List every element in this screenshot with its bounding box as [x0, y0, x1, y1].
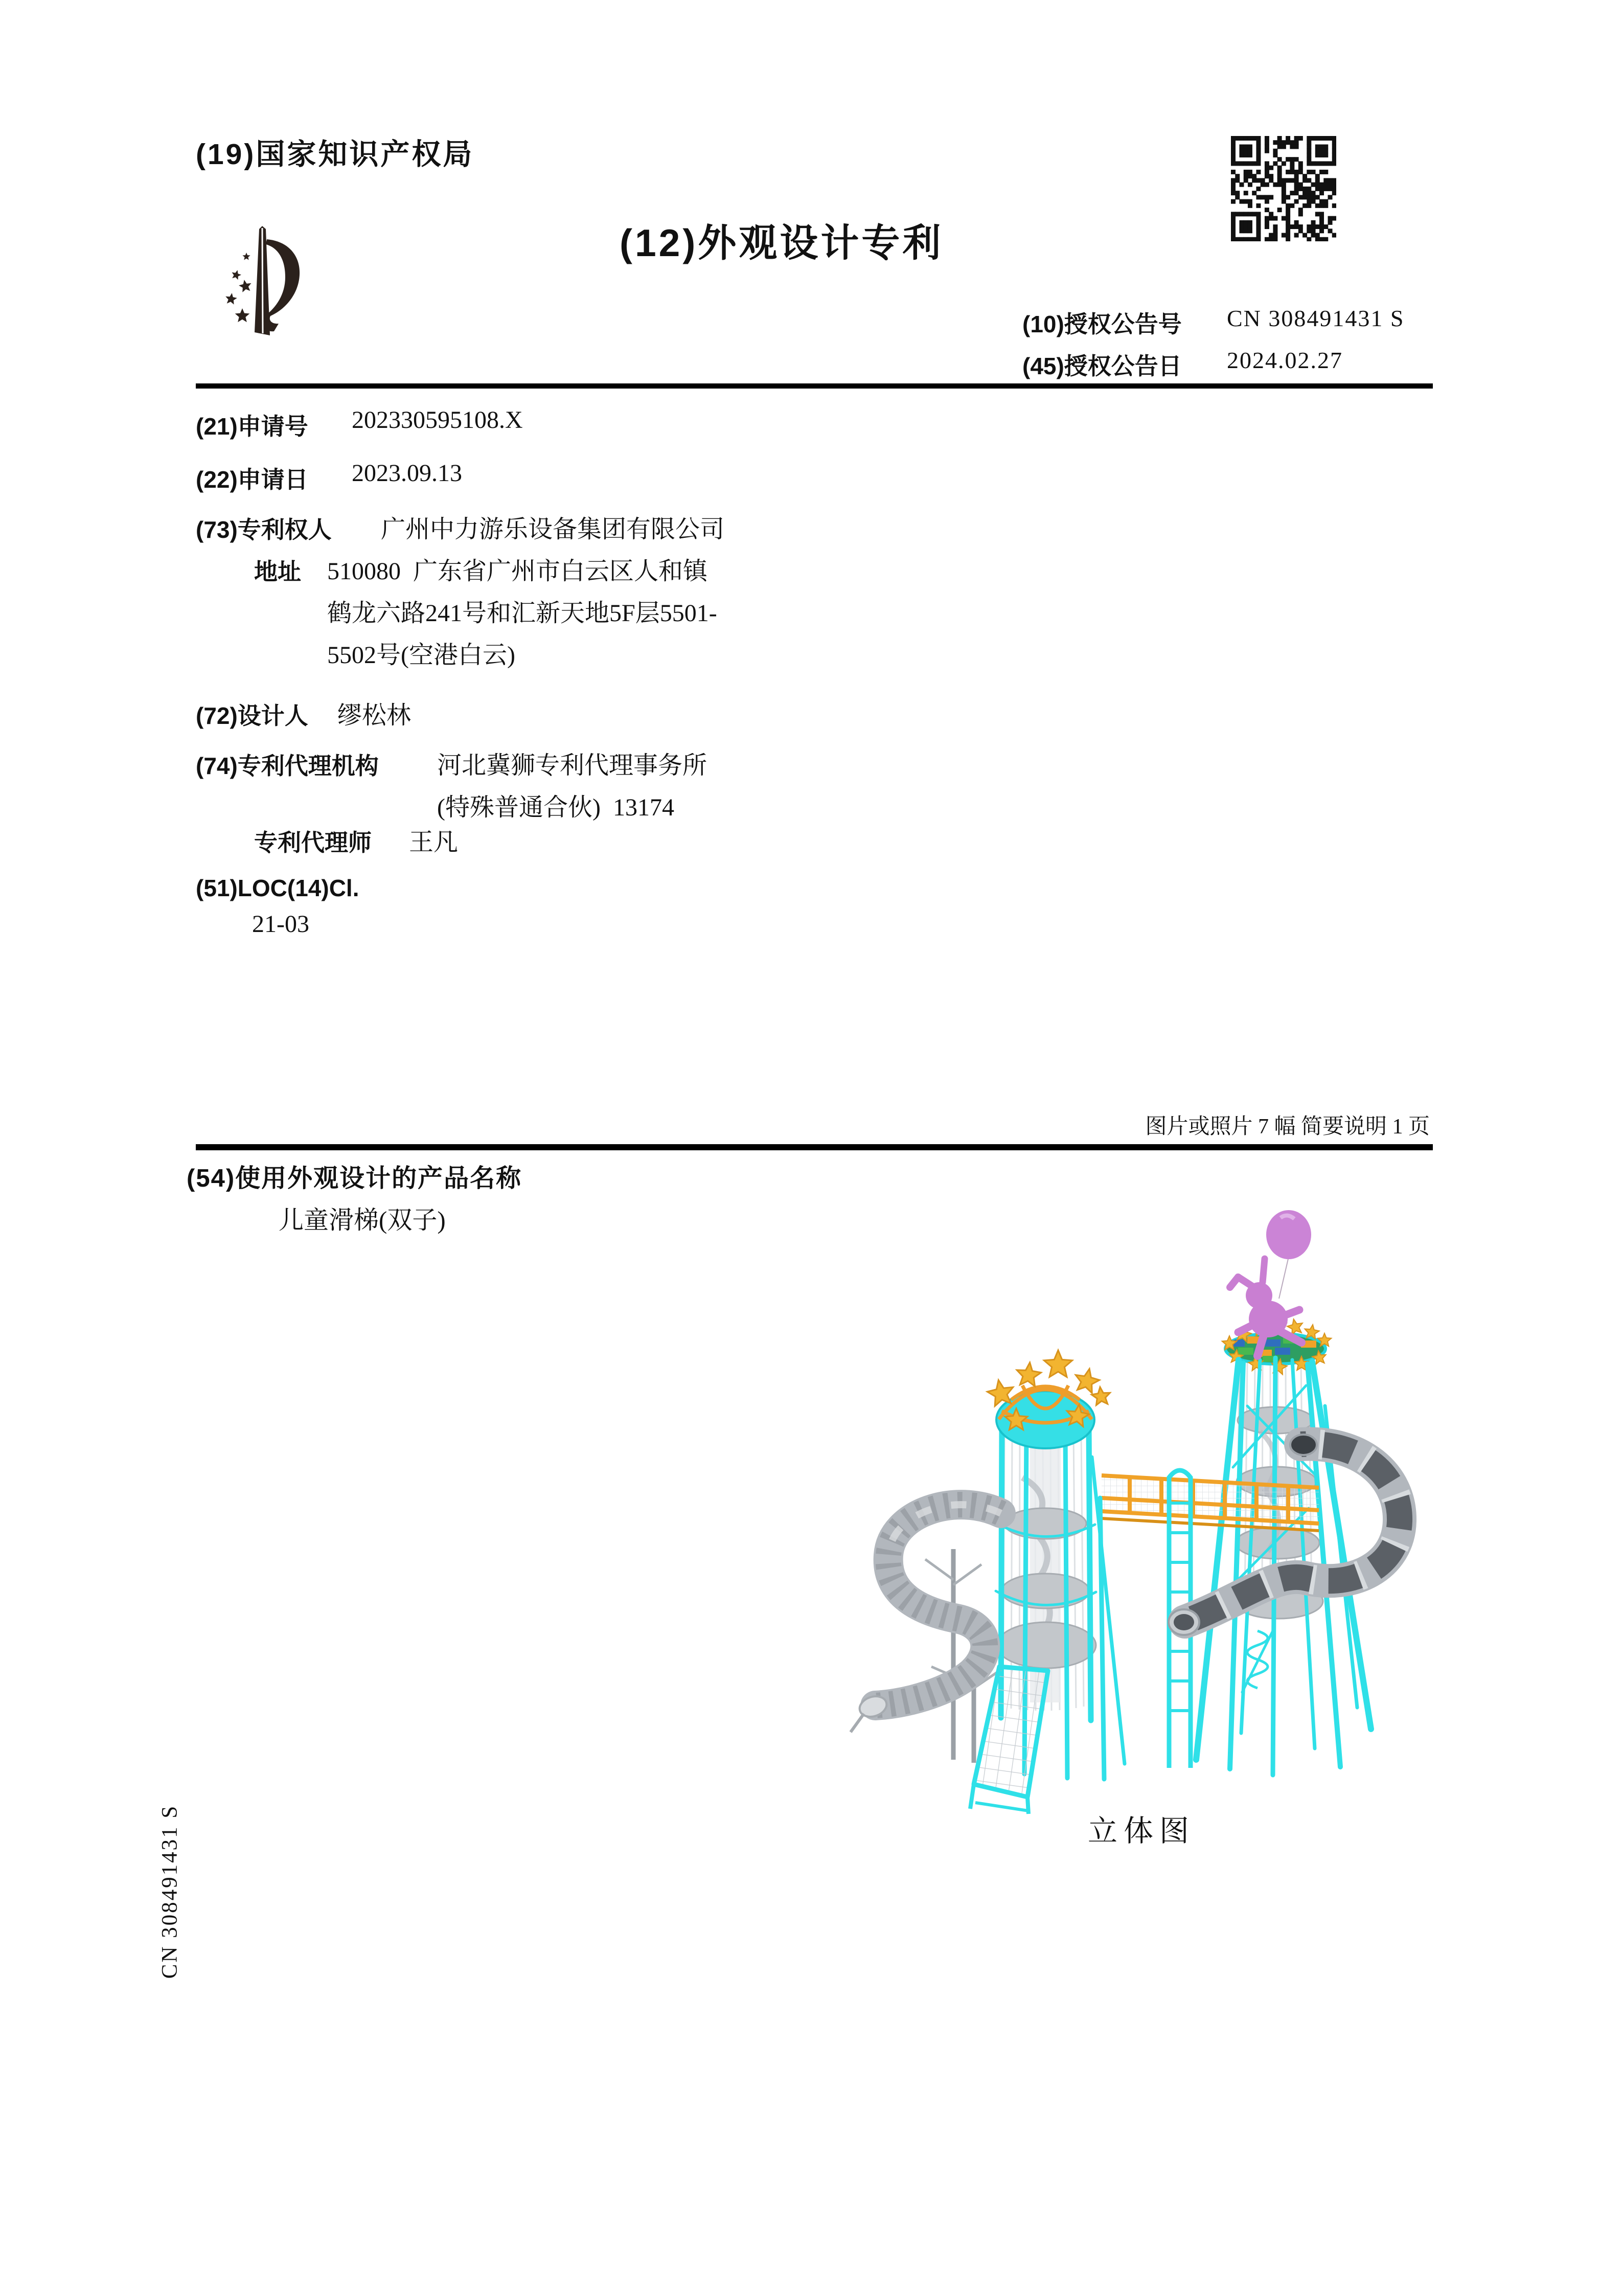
balloon	[1266, 1210, 1311, 1299]
product-name-value: 儿童滑梯(双子)	[279, 1206, 446, 1234]
patentee-value: 广州中力游乐设备集团有限公司	[381, 516, 725, 543]
application-date-label: (22)申请日	[196, 466, 308, 493]
publication-date-row	[1022, 348, 1182, 381]
agency-label: (74)专利代理机构	[196, 753, 379, 779]
loc-classification-label: (51)LOC(14)Cl.	[196, 875, 359, 901]
climbing-net	[970, 1667, 1048, 1814]
application-date-value: 2023.09.13	[352, 460, 462, 487]
sidebar-doc-number: CN 308491431 S	[157, 1804, 182, 1979]
header-divider	[196, 383, 1433, 389]
logo-star	[225, 293, 237, 305]
agent-label: 专利代理师	[254, 829, 372, 856]
figures-pages-notice: 图片或照片 7 幅 简要说明 1 页	[1145, 1115, 1430, 1139]
figure-caption: 立体图	[1088, 1814, 1196, 1848]
designer-value: 缪松林	[337, 702, 412, 729]
qr-code	[1231, 136, 1336, 241]
application-number-value: 202330595108.X	[352, 406, 523, 434]
publication-number-row	[1022, 306, 1182, 339]
patentee-label: (73)专利权人	[196, 516, 332, 543]
publication-number-label: (10)授权公告号	[1022, 311, 1182, 337]
product-name-label: (54)使用外观设计的产品名称	[187, 1165, 522, 1192]
address-line3: 5502号(空港白云)	[327, 642, 515, 669]
publication-date-label: (45)授权公告日	[1022, 353, 1182, 379]
agency-value: 河北冀狮专利代理事务所	[437, 752, 707, 779]
loc-classification-value: 21-03	[252, 911, 309, 938]
agency-line2: (特殊普通合伙) 13174	[437, 794, 674, 821]
address-line2: 鹤龙六路241号和汇新天地5F层5501-	[327, 600, 717, 627]
logo-p-curve	[263, 239, 300, 331]
cnipa-logo	[222, 224, 307, 340]
spiral-slide	[851, 1505, 1001, 1763]
designer-label: (72)设计人	[196, 702, 308, 729]
address-line1: 510080 广东省广州市白云区人和镇	[327, 558, 708, 585]
logo-star	[232, 270, 241, 280]
logo-star	[235, 308, 250, 322]
document-type-title: (12)外观设计专利	[620, 221, 944, 264]
right-tower	[1196, 1316, 1371, 1775]
section-divider	[196, 1144, 1433, 1150]
figure-perspective-view	[797, 1191, 1431, 1825]
logo-star	[239, 280, 251, 292]
address-label: 地址	[254, 558, 301, 585]
publication-date-value: 2024.02.27	[1227, 347, 1343, 373]
logo-spike-split	[262, 228, 263, 333]
agent-value: 王凡	[409, 829, 459, 856]
logo-star	[242, 253, 250, 260]
publication-number-value: CN 308491431 S	[1227, 305, 1405, 331]
issuing-office-title: (19)国家知识产权局	[196, 138, 474, 171]
application-number-label: (21)申请号	[196, 413, 308, 440]
